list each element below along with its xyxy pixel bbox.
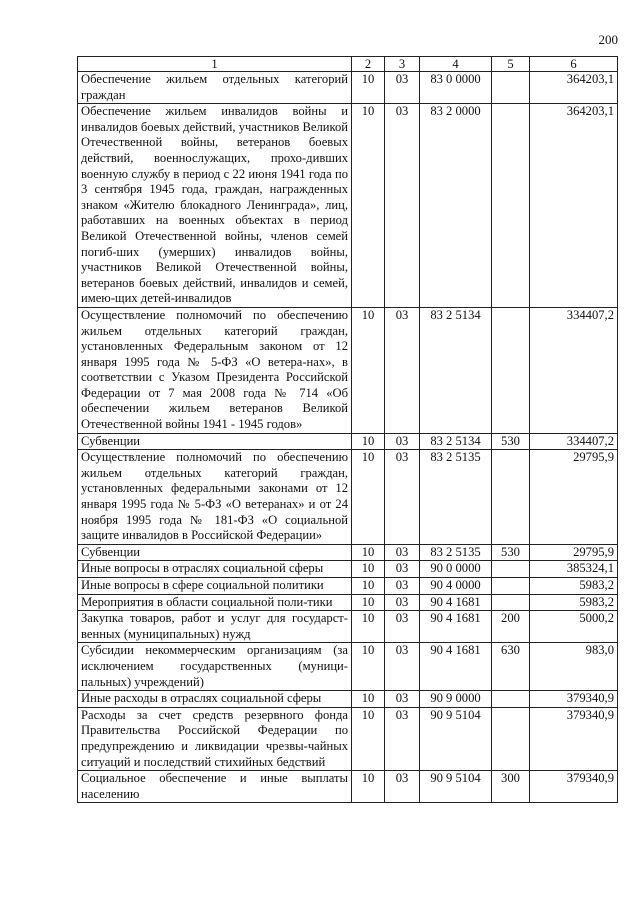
row-amount: 29795,9	[530, 450, 618, 545]
table-row	[78, 104, 618, 308]
row-subsection: 03	[385, 433, 420, 450]
row-name: Иные расходы в отраслях социальной сферы	[78, 691, 352, 708]
row-target-article: 90 9 0000	[420, 691, 492, 708]
row-section: 10	[352, 561, 385, 578]
row-subsection: 03	[385, 707, 420, 770]
row-name: Мероприятия в области социальной поли-тики	[78, 594, 352, 611]
table-row	[78, 307, 618, 433]
row-subsection: 03	[385, 594, 420, 611]
column-number-header	[78, 57, 618, 72]
row-name: Социальное обеспечение и иные выплаты населению	[78, 771, 352, 803]
row-name: Закупка товаров, работ и услуг для государст-венных (муниципальных) нужд	[78, 611, 352, 643]
row-name: Обеспечение жильем отдельных категорий граждан	[78, 72, 352, 104]
row-section: 10	[352, 643, 385, 691]
row-amount: 379340,9	[530, 707, 618, 770]
row-target-article: 90 9 5104	[420, 771, 492, 803]
budget-table	[77, 56, 618, 803]
row-amount: 334407,2	[530, 307, 618, 433]
row-name: Иные вопросы в отраслях социальной сферы	[78, 561, 352, 578]
column-header-1: 1	[78, 57, 352, 72]
row-amount: 385324,1	[530, 561, 618, 578]
table-row	[78, 611, 618, 643]
row-amount: 334407,2	[530, 433, 618, 450]
column-header-5: 5	[492, 57, 530, 72]
row-amount: 5983,2	[530, 578, 618, 595]
row-amount: 5000,2	[530, 611, 618, 643]
row-target-article: 83 2 5134	[420, 433, 492, 450]
table-row	[78, 707, 618, 770]
table-row	[78, 643, 618, 691]
row-name: Осуществление полномочий по обеспечению жильем отдельных категорий граждан, установленных федеральными законами от 12 января 1995 года № 5-ФЗ «О ветеранах» и от 24 ноября 1995 года № 181-ФЗ «О социальной защите инвалидов в Российской Федерации»	[78, 450, 352, 545]
row-expense-type	[492, 578, 530, 595]
row-section: 10	[352, 104, 385, 308]
row-section: 10	[352, 72, 385, 104]
row-expense-type	[492, 594, 530, 611]
row-expense-type	[492, 307, 530, 433]
table-row	[78, 561, 618, 578]
row-section: 10	[352, 707, 385, 770]
row-expense-type: 630	[492, 643, 530, 691]
row-target-article: 83 2 5135	[420, 450, 492, 545]
row-amount: 364203,1	[530, 104, 618, 308]
row-amount: 364203,1	[530, 72, 618, 104]
row-subsection: 03	[385, 450, 420, 545]
row-section: 10	[352, 578, 385, 595]
row-subsection: 03	[385, 578, 420, 595]
row-target-article: 90 0 0000	[420, 561, 492, 578]
row-expense-type: 300	[492, 771, 530, 803]
row-subsection: 03	[385, 544, 420, 561]
row-target-article: 83 2 5135	[420, 544, 492, 561]
row-section: 10	[352, 594, 385, 611]
row-target-article: 83 2 0000	[420, 104, 492, 308]
row-expense-type	[492, 104, 530, 308]
budget-table-container	[77, 56, 617, 803]
row-subsection: 03	[385, 643, 420, 691]
row-section: 10	[352, 433, 385, 450]
row-section: 10	[352, 450, 385, 545]
table-row	[78, 544, 618, 561]
row-amount: 983,0	[530, 643, 618, 691]
row-section: 10	[352, 307, 385, 433]
row-name: Субвенции	[78, 544, 352, 561]
row-name: Субсидии некоммерческим организациям (за исключением государственных (муници-пальных) учреждений)	[78, 643, 352, 691]
row-expense-type	[492, 450, 530, 545]
row-target-article: 83 2 5134	[420, 307, 492, 433]
table-body	[78, 72, 618, 803]
row-expense-type	[492, 561, 530, 578]
row-target-article: 90 4 1681	[420, 643, 492, 691]
page-number: 200	[598, 32, 618, 47]
row-amount: 379340,9	[530, 771, 618, 803]
row-expense-type: 200	[492, 611, 530, 643]
row-target-article: 90 4 1681	[420, 594, 492, 611]
row-expense-type: 530	[492, 544, 530, 561]
row-section: 10	[352, 544, 385, 561]
row-section: 10	[352, 611, 385, 643]
row-target-article: 83 0 0000	[420, 72, 492, 104]
row-name: Субвенции	[78, 433, 352, 450]
row-subsection: 03	[385, 691, 420, 708]
row-section: 10	[352, 691, 385, 708]
row-name: Расходы за счет средств резервного фонда Правительства Российской Федерации по предупреждению и ликвидации чрезвы-чайных ситуаций и последствий стихийных бедствий	[78, 707, 352, 770]
row-subsection: 03	[385, 771, 420, 803]
row-expense-type	[492, 72, 530, 104]
table-row	[78, 72, 618, 104]
row-target-article: 90 4 0000	[420, 578, 492, 595]
row-subsection: 03	[385, 561, 420, 578]
table-row	[78, 578, 618, 595]
row-expense-type: 530	[492, 433, 530, 450]
row-amount: 5983,2	[530, 594, 618, 611]
table-row	[78, 771, 618, 803]
row-subsection: 03	[385, 611, 420, 643]
table-row	[78, 594, 618, 611]
table-row	[78, 433, 618, 450]
row-name: Иные вопросы в сфере социальной политики	[78, 578, 352, 595]
row-target-article: 90 4 1681	[420, 611, 492, 643]
row-expense-type	[492, 707, 530, 770]
column-header-4: 4	[420, 57, 492, 72]
column-header-2: 2	[352, 57, 385, 72]
table-row	[78, 450, 618, 545]
row-target-article: 90 9 5104	[420, 707, 492, 770]
row-amount: 29795,9	[530, 544, 618, 561]
row-subsection: 03	[385, 104, 420, 308]
row-section: 10	[352, 771, 385, 803]
row-expense-type	[492, 691, 530, 708]
row-name: Обеспечение жильем инвалидов войны и инвалидов боевых действий, участников Великой Отечественной войны, ветеранов боевых действий, военнослужащих, прохо-дивших военную службу в период с 22 июня 1941 года по 3 сентября 1945 года, граждан, награжденных знаком «Жителю блокадного Ленинграда», лиц, работавших на военных объектах в период Великой Отечественной войны, членов семей погиб-ших (умерших) инвалидов войны, участников Великой Отечественной войны, ветеранов боевых действий, инвалидов и семей, имею-щих детей-инвалидов	[78, 104, 352, 308]
column-header-6: 6	[530, 57, 618, 72]
table-row	[78, 691, 618, 708]
row-amount: 379340,9	[530, 691, 618, 708]
column-header-3: 3	[385, 57, 420, 72]
row-subsection: 03	[385, 307, 420, 433]
row-name: Осуществление полномочий по обеспечению жильем отдельных категорий граждан, установленных Федеральным законом от 12 января 1995 года № 5-ФЗ «О ветера-нах», в соответствии с Указом Президента Российской Федерации от 7 мая 2008 года № 714 «Об обеспечении жильем ветеранов Великой Отечественной войны 1941 - 1945 годов»	[78, 307, 352, 433]
row-subsection: 03	[385, 72, 420, 104]
